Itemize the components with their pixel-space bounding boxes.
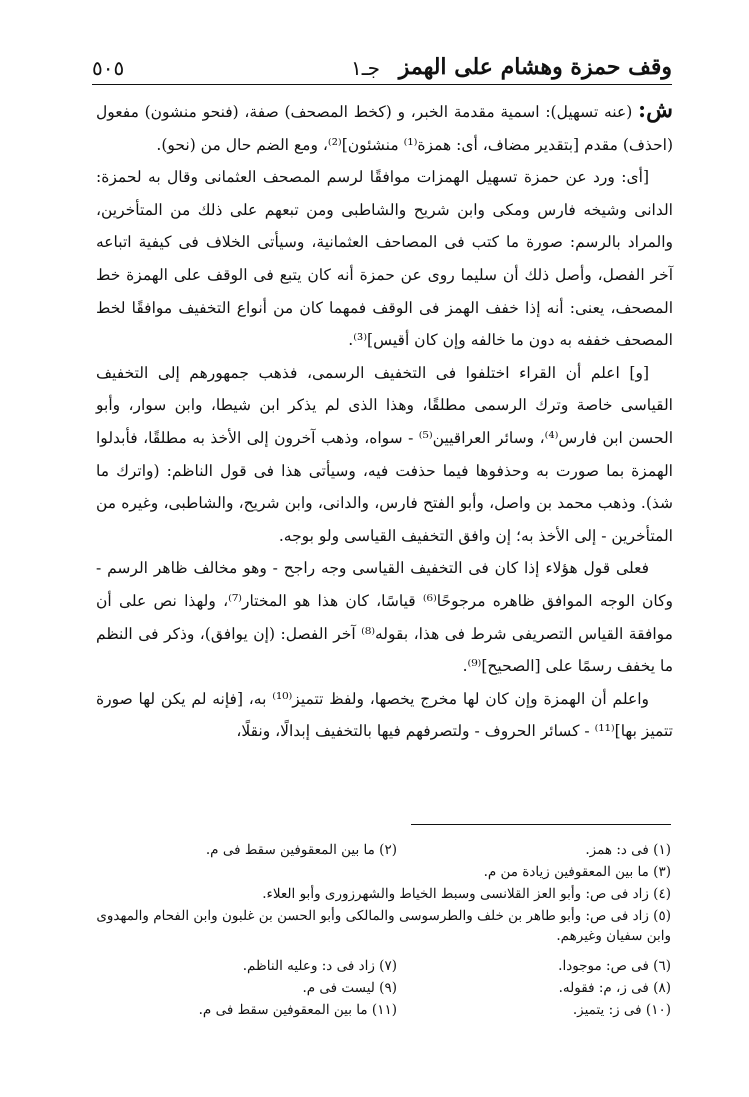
volume-label: جـ١ <box>351 56 380 80</box>
footnote-10: (١٠) فى ز: يتميز. <box>572 1002 671 1018</box>
footnote-5: (٥) زاد فى ص: وأبو طاهر بن خلف والطرسوسى والمالكى وأبو الحسن بن غلبون وابن الفحام والمهدوى وابن سفيان وغيرهم. <box>96 908 671 944</box>
footnote-9: (٩) ليست فى م. <box>302 980 397 996</box>
footnote-4: (٤) زاد فى ص: وأبو العز القلانسى وسبط الخياط والشهرزورى وأبو العلاء. <box>262 886 671 902</box>
footnote-3: (٣) ما بين المعقوفين زيادة من م. <box>483 864 671 880</box>
footnote-separator <box>411 824 671 825</box>
footnote-7: (٧) زاد فى د: وعليه الناظم. <box>242 958 397 974</box>
running-header <box>92 50 672 85</box>
page-number: ٥٠٥ <box>92 56 125 80</box>
footnote-2: (٢) ما بين المعقوفين سقط فى م. <box>205 842 397 858</box>
main-text <box>96 94 673 748</box>
footnote-1: (١) فى د: همز. <box>585 842 671 858</box>
paragraph-1 <box>96 94 673 161</box>
footnote-6: (٦) فى ص: موجودا. <box>558 958 671 974</box>
paragraph-4: فعلى قول هؤلاء إذا كان فى التخفيف القياسى وجه راجح - وهو مخالف ظاهر الرسم - وكان الوجه الموافق ظاهره مرجوحًا⁽⁶⁾ قياسًا، كان هذا هو المختار⁽⁷⁾، ولهذا نص على أن موافقة القياس التصريفى شرط فى هذا، بقوله⁽⁸⁾ آخر الفصل: (إن يوافق)، وذكر فى النظم ما يخفف رسمًا على [الصحيح]⁽⁹⁾. <box>96 559 673 676</box>
paragraph-5: واعلم أن الهمزة وإن كان لها مخرج يخصها، ولفظ تتميز⁽¹⁰⁾ به، [فإنه لم يكن لها صورة تتميز بها]⁽¹¹⁾ - كسائر الحروف - ولتصرفهم فيها بالتخفيف إبدالًا، ونقلًا، <box>96 689 673 741</box>
paragraph-text: (عنه تسهيل): اسمية مقدمة الخبر، و (كخط المصحف) صفة، (فنحو منشون) مفعول (احذف) مقدم [بتقدير مضاف، أى: همزة⁽¹⁾ منشئون]⁽²⁾، ومع الضم حال من (نحو). <box>96 103 673 154</box>
chapter-title: وقف حمزة وهشام على الهمز <box>398 54 672 80</box>
paragraph-3: [و] اعلم أن القراء اختلفوا فى التخفيف الرسمى، فذهب جمهورهم إلى التخفيف القياسى خاصة وترك الرسمى مطلقًا، وهذا الذى لم يذكر ابن شيطا، وابن سوار، وأبو الحسن ابن فارس⁽⁴⁾، وسائر العراقيين⁽⁵⁾ - سواه، وذهب آخرون إلى الأخذ به مطلقًا، فأبدلوا الهمزة بما صورت به وحذفوها فيما حذفت فيه، وسيأتى هذا فى قول الناظم: (واترك ما شذ). وذهب محمد بن واصل، وأبو الفتح فارس، والدانى، وابن شريح، والشاطبى، وغيره من المتأخرين - إلى الأخذ به؛ إن وافق التخفيف القياسى ولو بوجه. <box>96 363 674 545</box>
commentary-marker: ش: <box>638 97 673 123</box>
paragraph-2: [أى: ورد عن حمزة تسهيل الهمزات موافقًا لرسم المصحف العثمانى وقال به لحمزة: الدانى وشيخه فارس ومكى وابن شريح والشاطبى ومن تبعهم على ذلك من المتأخرين، والمراد بالرسم: صورة ما كتب فى المصاحف العثمانية، وسيأتى الخلاف فى كيفية اتباعه آخر الفصل، وأصل ذلك أن سليما روى عن حمزة أنه كان يتبع فى الوقف على الهمزة خط المصحف، يعنى: أنه إذا خفف الهمز فى الوقف فمهما كان من أنواع التخفيف موافقًا لخط المصحف خففه به دون ما خالفه وإن كان أقيس]⁽³⁾. <box>96 168 673 350</box>
footnote-8: (٨) فى ز، م: فقوله. <box>558 980 671 996</box>
footnote-11: (١١) ما بين المعقوفين سقط فى م. <box>198 1002 397 1018</box>
